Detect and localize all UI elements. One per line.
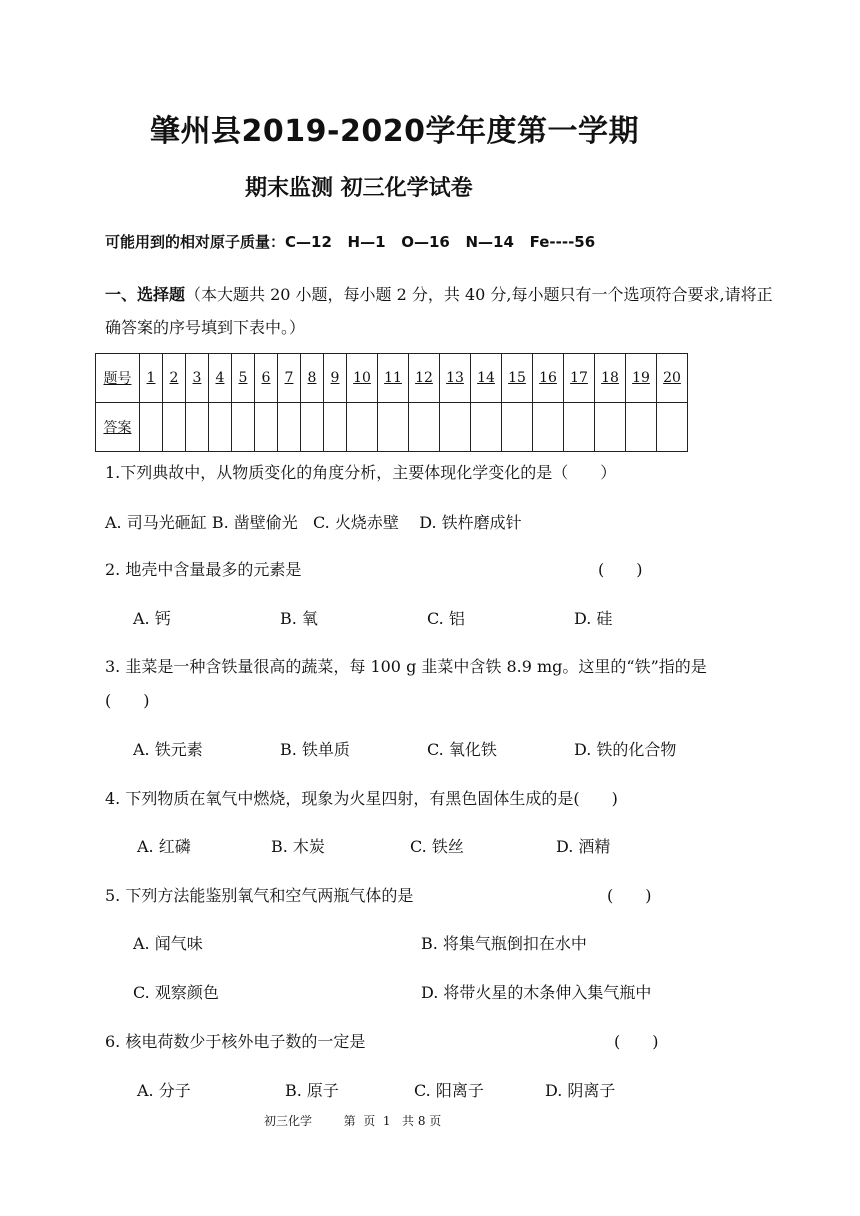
question-6-stem: 6. 核电荷数少于核外电子数的一定是: [105, 1032, 366, 1051]
answer-cell[interactable]: [533, 403, 564, 452]
question-number-cell: 18: [595, 354, 626, 403]
answer-cell[interactable]: [301, 403, 324, 452]
question-number-cell: 6: [255, 354, 278, 403]
answer-cell[interactable]: [347, 403, 378, 452]
question-number-cell: 1: [140, 354, 163, 403]
question-6-option-d: D. 阴离子: [545, 1081, 616, 1100]
question-5-option-c: C. 观察颜色: [133, 983, 219, 1002]
exam-subtitle: 期末监测 初三化学试卷: [245, 176, 473, 201]
question-3-option-a: A. 铁元素: [133, 740, 203, 759]
answer-cell[interactable]: [163, 403, 186, 452]
question-3-option-b: B. 铁单质: [280, 740, 350, 759]
question-number-cell: 17: [564, 354, 595, 403]
question-6-option-a: A. 分子: [137, 1081, 191, 1100]
answer-table: [95, 353, 688, 452]
answer-cell[interactable]: [140, 403, 163, 452]
question-4-option-b: B. 木炭: [271, 837, 325, 856]
section-1-instructions: [105, 278, 785, 344]
answer-cell[interactable]: [232, 403, 255, 452]
question-2-option-a: A. 钙: [133, 609, 171, 628]
answer-cell[interactable]: [209, 403, 232, 452]
question-6-bracket: ( ): [614, 1032, 659, 1051]
section-1-text: （本大题共 20 小题，每小题 2 分，共 40 分,每小题只有一个选项符合要求,请将正确答案的序号填到下表中。）: [105, 285, 773, 337]
question-4-option-a: A. 红磷: [137, 837, 191, 856]
question-number-cell: 3: [186, 354, 209, 403]
question-5-stem: 5. 下列方法能鉴别氧气和空气两瓶气体的是: [105, 886, 414, 905]
question-5-bracket: ( ): [607, 886, 652, 905]
atomic-masses-line: 可能用到的相对原子质量：C—12 H—1 O—16 N—14 Fe----56: [105, 233, 596, 251]
exam-title: 肇州县2019-2020学年度第一学期: [150, 114, 639, 149]
answer-cell[interactable]: [255, 403, 278, 452]
answer-cell[interactable]: [324, 403, 347, 452]
answer-cell[interactable]: [440, 403, 471, 452]
question-number-cell: 9: [324, 354, 347, 403]
question-number-cell: 4: [209, 354, 232, 403]
section-1-heading: 一、选择题: [105, 285, 186, 304]
question-3-option-d: D. 铁的化合物: [574, 740, 677, 759]
question-2-option-d: D. 硅: [574, 609, 613, 628]
page-footer: [264, 1112, 441, 1129]
question-1-stem: 1.下列典故中，从物质变化的角度分析，主要体现化学变化的是（ ）: [105, 463, 617, 482]
answer-cell[interactable]: [278, 403, 301, 452]
question-6-option-b: B. 原子: [285, 1081, 339, 1100]
answer-table-answer-row: [96, 403, 688, 452]
row-label-answer: 答案: [96, 403, 140, 452]
question-number-cell: 10: [347, 354, 378, 403]
question-number-cell: 16: [533, 354, 564, 403]
question-number-cell: 14: [471, 354, 502, 403]
question-5-option-d: D. 将带火星的木条伸入集气瓶中: [421, 983, 652, 1002]
question-number-cell: 15: [502, 354, 533, 403]
answer-cell[interactable]: [626, 403, 657, 452]
question-5-option-a: A. 闻气味: [133, 934, 203, 953]
row-label-number: 题号: [96, 354, 140, 403]
answer-cell[interactable]: [657, 403, 688, 452]
question-number-cell: 11: [378, 354, 409, 403]
question-4-option-c: C. 铁丝: [410, 837, 464, 856]
question-4-option-d: D. 酒精: [556, 837, 611, 856]
question-3-option-c: C. 氧化铁: [427, 740, 497, 759]
question-2-bracket: ( ): [598, 560, 643, 579]
question-6-option-c: C. 阳离子: [414, 1081, 484, 1100]
answer-cell[interactable]: [595, 403, 626, 452]
question-1-options: A. 司马光砸缸 B. 凿壁偷光 C. 火烧赤壁 D. 铁杵磨成针: [105, 513, 522, 532]
question-number-cell: 13: [440, 354, 471, 403]
answer-cell[interactable]: [502, 403, 533, 452]
question-3-stem: 3. 韭菜是一种含铁量很高的蔬菜，每 100 g 韭菜中含铁 8.9 mg。这里的“铁”指的是: [105, 657, 707, 676]
question-number-cell: 5: [232, 354, 255, 403]
question-3-bracket: ( ): [105, 691, 150, 710]
answer-cell[interactable]: [564, 403, 595, 452]
question-number-cell: 20: [657, 354, 688, 403]
footer-page-number: 第 页 1 共 8 页: [343, 1114, 442, 1128]
question-number-cell: 8: [301, 354, 324, 403]
answer-cell[interactable]: [409, 403, 440, 452]
question-number-cell: 7: [278, 354, 301, 403]
answer-cell[interactable]: [186, 403, 209, 452]
question-2-option-b: B. 氧: [280, 609, 318, 628]
question-2-stem: 2. 地壳中含量最多的元素是: [105, 560, 302, 579]
answer-table-number-row: [96, 354, 688, 403]
answer-cell[interactable]: [471, 403, 502, 452]
question-number-cell: 12: [409, 354, 440, 403]
question-5-option-b: B. 将集气瓶倒扣在水中: [421, 934, 587, 953]
answer-cell[interactable]: [378, 403, 409, 452]
question-4-stem: 4. 下列物质在氧气中燃烧，现象为火星四射，有黑色固体生成的是( ): [105, 789, 618, 808]
question-2-option-c: C. 铝: [427, 609, 465, 628]
question-number-cell: 2: [163, 354, 186, 403]
question-number-cell: 19: [626, 354, 657, 403]
footer-subject: 初三化学: [264, 1114, 313, 1128]
